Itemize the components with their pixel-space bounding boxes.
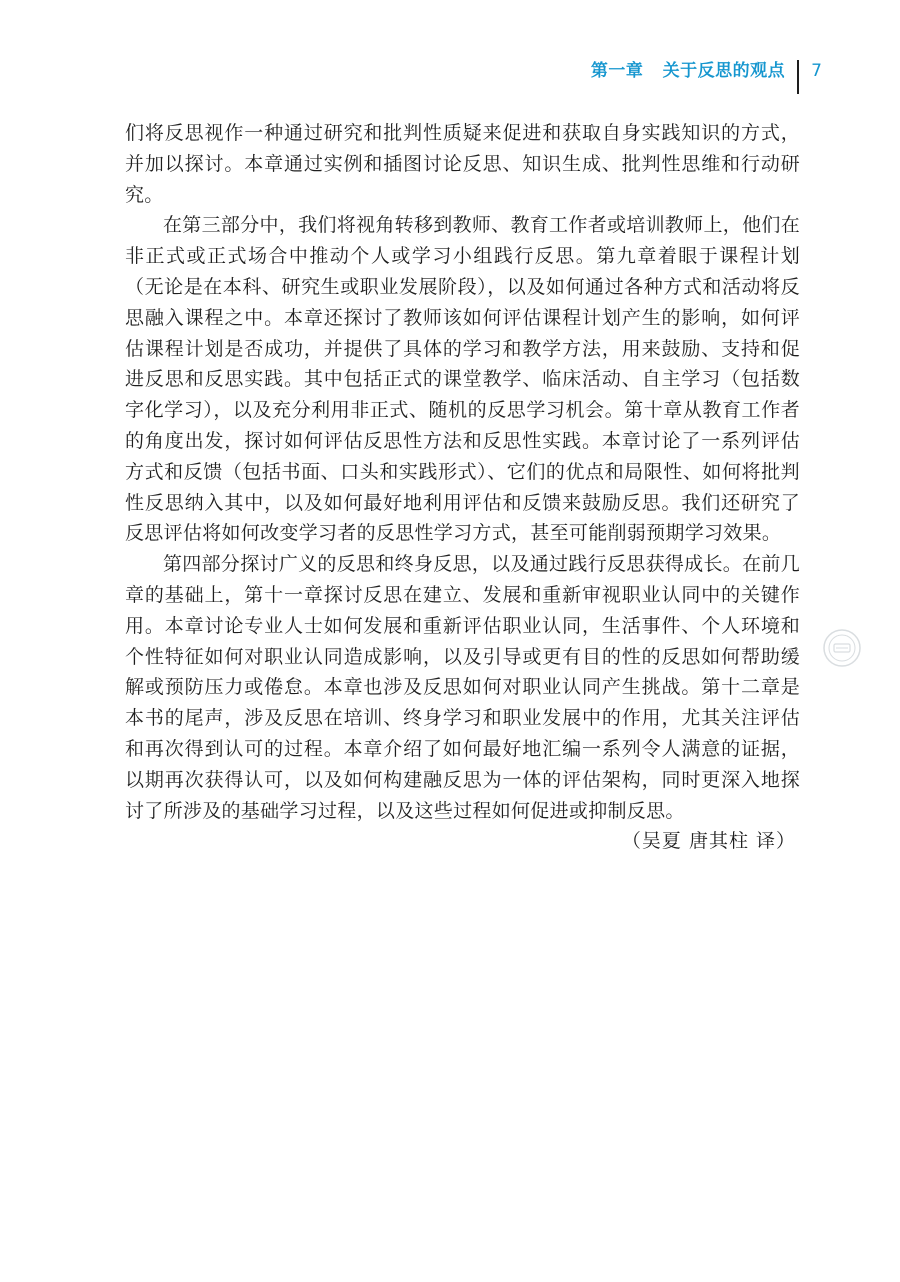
publisher-emblem-icon [822, 628, 862, 668]
paragraph-part-four: 第四部分探讨广义的反思和终身反思，以及通过践行反思获得成长。在前几章的基础上，第十一章探讨反思在建立、发展和重新审视职业认同中的关键作用。本章讨论专业人士如何发展和重新评估职业认同，生活事件、个人环境和个性特征如何对职业认同造成影响，以及引导或更有目的性的反思如何帮助缓解或预防压力或倦怠。本章也涉及反思如何对职业认同产生挑战。第十二章是本书的尾声，涉及反思在培训、终身学习和职业发展中的作用，尤其关注评估和再次得到认可的过程。本章介绍了如何最好地汇编一系列令人满意的证据，以期再次获得认可，以及如何构建融反思为一体的评估架构，同时更深入地探讨了所涉及的基础学习过程，以及这些过程如何促进或抑制反思。 [125, 553, 800, 822]
running-header [591, 60, 822, 94]
paragraph-continued: 们将反思视作一种通过研究和批判性质疑来促进和获取自身实践知识的方式，并加以探讨。本章通过实例和插图讨论反思、知识生成、批判性思维和行动研究。 [125, 122, 800, 206]
translator-credit: （吴夏 唐其柱 译） [621, 830, 796, 853]
chapter-title: 第一章 关于反思的观点 [590, 61, 786, 81]
header-divider [797, 60, 799, 94]
body-text [125, 118, 800, 857]
page-number: 7 [811, 61, 822, 81]
paragraph-part-three: 在第三部分中，我们将视角转移到教师、教育工作者或培训教师上，他们在非正式或正式场合中推动个人或学习小组践行反思。第九章着眼于课程计划（无论是在本科、研究生或职业发展阶段），以及如何通过各种方式和活动将反思融入课程之中。本章还探讨了教师该如何评估课程计划产生的影响，如何评估课程计划是否成功，并提供了具体的学习和教学方法，用来鼓励、支持和促进反思和反思实践。其中包括正式的课堂教学、临床活动、自主学习（包括数字化学习），以及充分利用非正式、随机的反思学习机会。第十章从教育工作者的角度出发，探讨如何评估反思性方法和反思性实践。本章讨论了一系列评估方式和反馈（包括书面、口头和实践形式）、它们的优点和局限性、如何将批判性反思纳入其中，以及如何最好地利用评估和反馈来鼓励反思。我们还研究了反思评估将如何改变学习者的反思性学习方式，甚至可能削弱预期学习效果。 [125, 214, 800, 545]
